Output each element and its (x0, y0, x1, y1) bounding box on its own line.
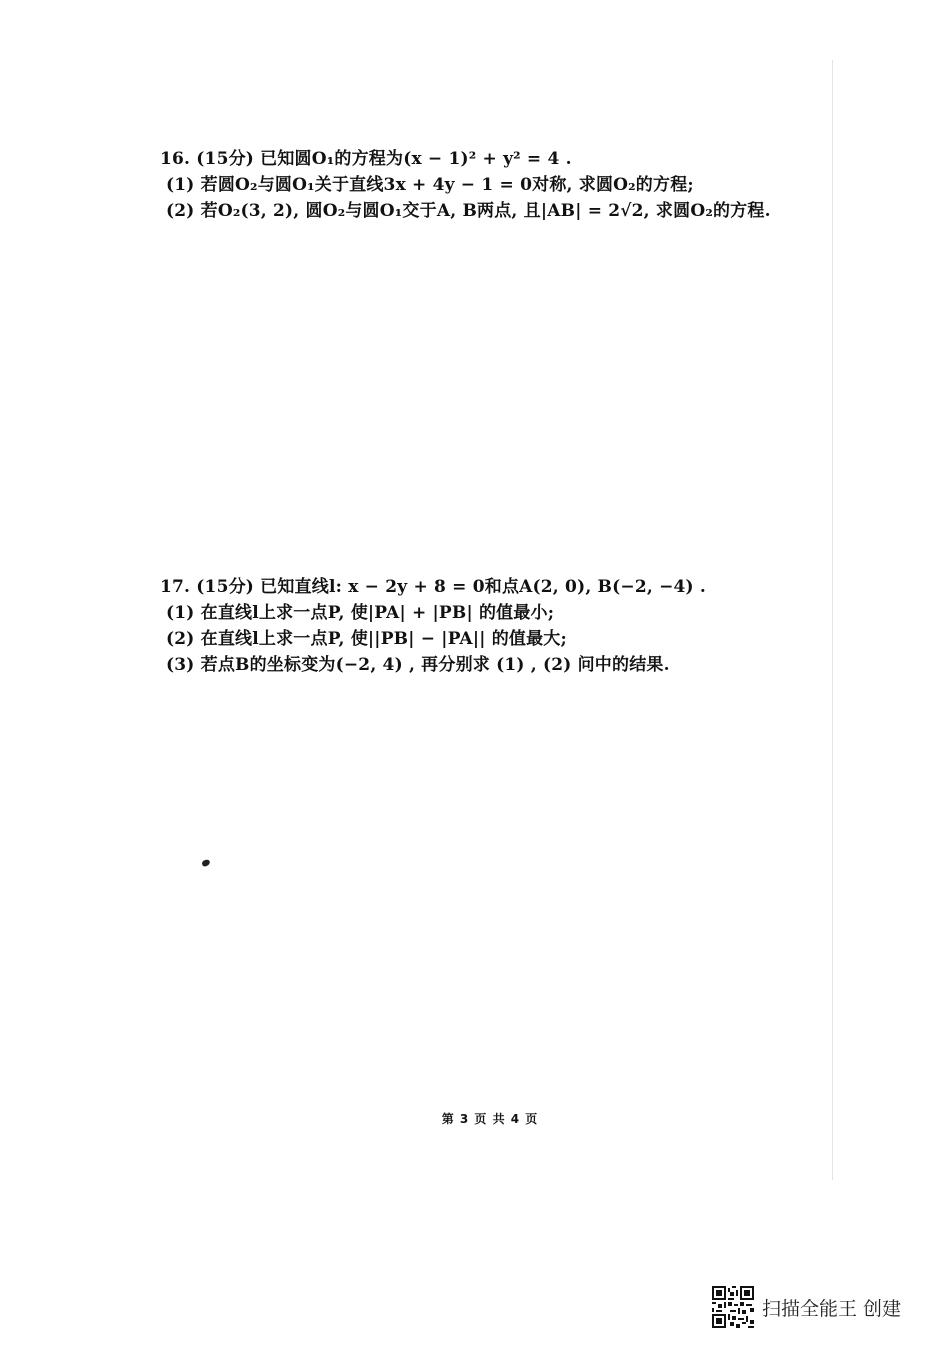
problem-17-part-3: (3) 若点B的坐标变为(−2, 4) , 再分别求 (1) , (2) 问中的结果. (166, 655, 670, 675)
problem-17 (160, 574, 706, 678)
watermark-text: 扫描全能王 创建 (762, 1297, 902, 1320)
scan-edge-line (832, 60, 833, 1180)
problem-16-part-1: (1) 若圆O₂与圆O₁关于直线3x + 4y − 1 = 0对称, 求圆O₂的方程; (166, 175, 694, 195)
problem-17-header: 17. (15分) 已知直线l: x − 2y + 8 = 0和点A(2, 0), B(−2, −4) . (160, 577, 707, 597)
ink-speck (201, 859, 211, 867)
problem-16 (160, 146, 771, 224)
problem-16-part-2: (2) 若O₂(3, 2), 圆O₂与圆O₁交于A, B两点, 且|AB| = 2√2, 求圆O₂的方程. (166, 201, 771, 221)
page-number: 第 3 页 共 4 页 (441, 1112, 539, 1126)
problem-16-header: 16. (15分) 已知圆O₁的方程为(x − 1)² + y² = 4 . (160, 149, 572, 169)
problem-17-part-2: (2) 在直线l上求一点P, 使||PB| − |PA|| 的值最大; (166, 629, 567, 649)
problem-17-part-1: (1) 在直线l上求一点P, 使|PA| + |PB| 的值最小; (166, 603, 555, 623)
scanner-watermark (712, 1286, 901, 1328)
qr-code-icon (712, 1286, 754, 1328)
